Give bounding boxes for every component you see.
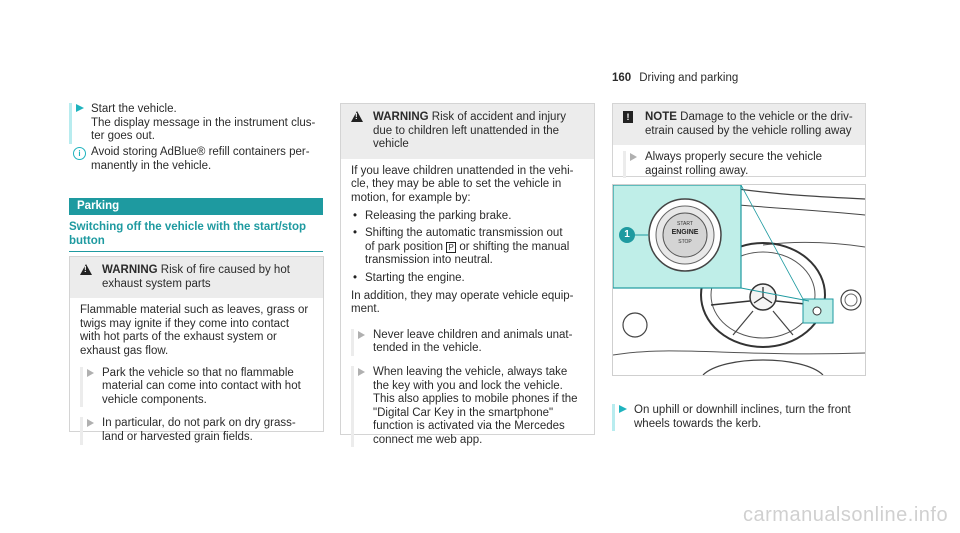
section-heading-parking: Parking [69, 198, 323, 215]
note-step: Always properly secure the vehicle against rolling away. [613, 151, 865, 178]
step-arrow-icon [630, 153, 637, 161]
step-start-vehicle: Start the vehicle. The display message in the instrument clus- ter goes out. [69, 103, 323, 144]
note-box-rolling: ! NOTE Damage to the vehicle or the driv- etrain caused by the vehicle rolling away Always properly secure the vehicle against rolling away. [612, 103, 866, 177]
warning-label: WARNING [102, 264, 158, 276]
step-arrow-icon [87, 419, 94, 427]
step-arrow-icon [358, 331, 365, 339]
page-header [612, 72, 738, 86]
park-key-icon: P [446, 242, 456, 253]
warning-step: In particular, do not park on dry grass- land or harvested grain fields. [70, 417, 323, 444]
dashboard-drawing [613, 185, 865, 375]
step-arrow-icon [619, 405, 627, 413]
warning-step: Never leave children and animals unat- tended in the vehicle. [341, 329, 594, 356]
warning-box-children: ! WARNING Risk of accident and injury due to children left unattended in the vehicle If you leave children unattended in the vehi- cle, they may be able to set the vehicle in motion, for example by: • Releasing the parking brake. • Shifting the automatic transmission out of park position P or shifting the manual transmission into neutral. • Starting the engine. In addition, they may operate vehicle equip- ment. Never leave children and animals unat- tended in the vehicle. When leaving the vehicle, always take the key with you and lock the vehicle. This also applies to mobile phones if the "Digital Car Key in the smartphone" function is activated via the Mercedes connect me web app. [340, 103, 595, 435]
note-exclamation-icon: ! [623, 111, 633, 123]
warning-step: Park the vehicle so that no flammable material can come into contact with hot vehicle components. [70, 367, 323, 408]
step-arrow-icon [76, 104, 84, 112]
button-label-stop: STOP [678, 239, 692, 245]
note-label: NOTE [645, 111, 677, 123]
page-number: 160 [612, 72, 632, 84]
callout-number: 1 [624, 229, 630, 240]
step-turn-wheels: On uphill or downhill inclines, turn the front wheels towards the kerb. [612, 404, 864, 431]
warning-box-fire: ! WARNING Risk of fire caused by hot exhaust system parts Flammable material such as leaves, grass or twigs may ignite if they come into contact with hot parts of the exhaust system or exhaust gas flow. Park the vehicle so that no flammable material can come into contact with hot vehicle components. In particular, do not park on dry grass- land or harvested grain fields. [69, 256, 324, 432]
warning-triangle-icon [351, 111, 363, 122]
subheading-switching-off: Switching off the vehicle with the start/stop button [69, 221, 323, 252]
warning-step: When leaving the vehicle, always take the key with you and lock the vehicle. This also applies to mobile phones if the "Digital Car Key in the smartphone" function is activated via the Mercedes connect me web app. [341, 366, 594, 448]
info-icon: i [73, 147, 86, 160]
warning-label: WARNING [373, 111, 429, 123]
warning-triangle-icon [80, 264, 92, 275]
button-label-start: START [677, 221, 693, 227]
section-title: Driving and parking [639, 72, 739, 84]
step-text: Start the vehicle. [91, 103, 177, 115]
button-label-engine: ENGINE [671, 229, 699, 236]
list-item: • Starting the engine. [365, 272, 584, 286]
info-note: i Avoid storing AdBlue® refill containers per- manently in the vehicle. [69, 146, 323, 173]
list-item: • Shifting the automatic transmission out of park position P or shifting the manual transmission into neutral. [365, 227, 584, 268]
start-stop-illustration [612, 184, 866, 376]
step-arrow-icon [358, 368, 365, 376]
list-item: • Releasing the parking brake. [365, 210, 584, 224]
watermark: carmanualsonline.info [743, 504, 949, 526]
step-arrow-icon [87, 369, 94, 377]
